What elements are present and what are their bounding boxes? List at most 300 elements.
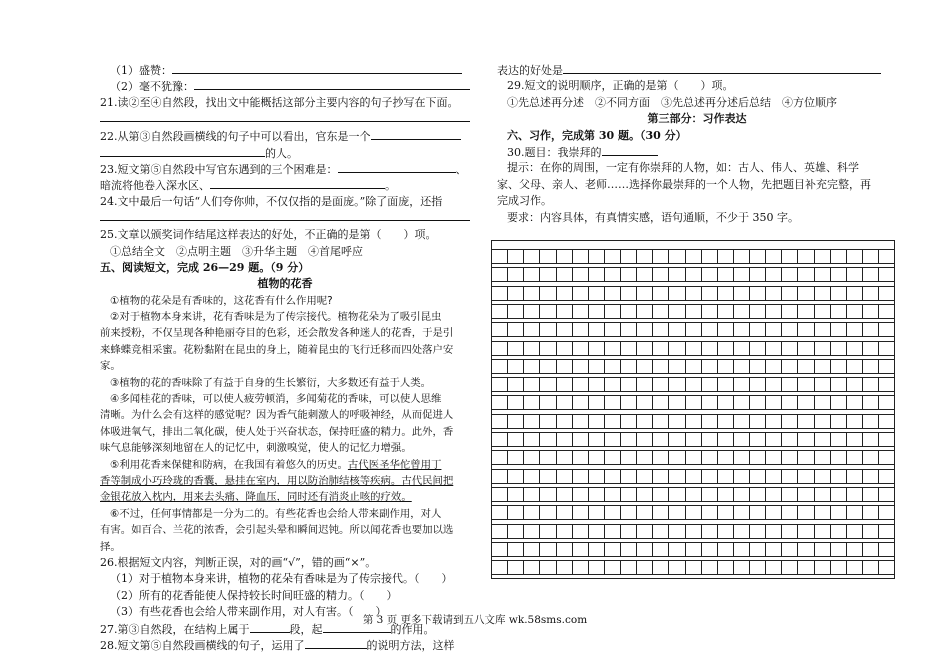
grid-cell[interactable] — [637, 561, 653, 574]
grid-cell[interactable] — [782, 378, 798, 391]
grid-cell[interactable] — [605, 287, 621, 300]
grid-cell[interactable] — [621, 543, 637, 556]
grid-cell[interactable] — [831, 415, 847, 428]
grid-cell[interactable] — [734, 250, 750, 263]
grid-cell[interactable] — [653, 378, 669, 391]
grid-cell[interactable] — [557, 250, 573, 263]
grid-cell[interactable] — [718, 342, 734, 355]
grid-cell[interactable] — [847, 470, 863, 483]
grid-cell[interactable] — [669, 543, 685, 556]
grid-cell[interactable] — [750, 396, 766, 409]
grid-cell[interactable] — [815, 268, 831, 281]
grid-cell[interactable] — [831, 433, 847, 446]
grid-cell[interactable] — [573, 378, 589, 391]
grid-cell[interactable] — [621, 433, 637, 446]
grid-cell[interactable] — [718, 470, 734, 483]
grid-cell[interactable] — [589, 561, 605, 574]
grid-cell[interactable] — [686, 470, 702, 483]
grid-cell[interactable] — [750, 525, 766, 538]
grid-cell[interactable] — [653, 342, 669, 355]
grid-cell[interactable] — [589, 305, 605, 318]
grid-cell[interactable] — [589, 506, 605, 519]
grid-cell[interactable] — [798, 451, 814, 464]
grid-cell[interactable] — [702, 561, 718, 574]
grid-cell[interactable] — [750, 433, 766, 446]
grid-cell[interactable] — [750, 415, 766, 428]
grid-cell[interactable] — [492, 561, 508, 574]
grid-cell[interactable] — [863, 323, 879, 336]
grid-cell[interactable] — [686, 561, 702, 574]
grid-cell[interactable] — [734, 415, 750, 428]
grid-cell[interactable] — [702, 287, 718, 300]
grid-cell[interactable] — [847, 360, 863, 373]
grid-cell[interactable] — [798, 250, 814, 263]
grid-cell[interactable] — [766, 342, 782, 355]
grid-cell[interactable] — [718, 287, 734, 300]
grid-cell[interactable] — [847, 378, 863, 391]
grid-cell[interactable] — [540, 525, 556, 538]
grid-cell[interactable] — [605, 525, 621, 538]
grid-cell[interactable] — [782, 470, 798, 483]
grid-cell[interactable] — [589, 543, 605, 556]
grid-cell[interactable] — [637, 525, 653, 538]
grid-cell[interactable] — [734, 470, 750, 483]
grid-cell[interactable] — [831, 323, 847, 336]
grid-cell[interactable] — [669, 488, 685, 501]
grid-cell[interactable] — [669, 415, 685, 428]
grid-cell[interactable] — [589, 323, 605, 336]
grid-cell[interactable] — [847, 250, 863, 263]
grid-cell[interactable] — [557, 415, 573, 428]
grid-cell[interactable] — [508, 470, 524, 483]
grid-cell[interactable] — [766, 287, 782, 300]
grid-cell[interactable] — [540, 506, 556, 519]
grid-cell[interactable] — [589, 488, 605, 501]
grid-cell[interactable] — [508, 451, 524, 464]
grid-cell[interactable] — [734, 342, 750, 355]
grid-cell[interactable] — [605, 396, 621, 409]
grid-cell[interactable] — [669, 561, 685, 574]
grid-cell[interactable] — [782, 342, 798, 355]
grid-cell[interactable] — [815, 415, 831, 428]
grid-cell[interactable] — [621, 470, 637, 483]
grid-cell[interactable] — [750, 506, 766, 519]
grid-cell[interactable] — [831, 287, 847, 300]
grid-cell[interactable] — [492, 525, 508, 538]
grid-cell[interactable] — [621, 268, 637, 281]
grid-cell[interactable] — [734, 268, 750, 281]
grid-cell[interactable] — [782, 268, 798, 281]
grid-cell[interactable] — [524, 268, 540, 281]
grid-cell[interactable] — [798, 525, 814, 538]
grid-cell[interactable] — [637, 323, 653, 336]
grid-cell[interactable] — [492, 451, 508, 464]
grid-cell[interactable] — [879, 360, 894, 373]
grid-cell[interactable] — [734, 360, 750, 373]
grid-cell[interactable] — [879, 525, 894, 538]
grid-cell[interactable] — [621, 323, 637, 336]
grid-cell[interactable] — [798, 360, 814, 373]
grid-cell[interactable] — [524, 415, 540, 428]
grid-cell[interactable] — [669, 470, 685, 483]
grid-cell[interactable] — [524, 342, 540, 355]
grid-cell[interactable] — [718, 415, 734, 428]
grid-cell[interactable] — [605, 360, 621, 373]
grid-cell[interactable] — [718, 250, 734, 263]
grid-cell[interactable] — [815, 525, 831, 538]
grid-cell[interactable] — [589, 268, 605, 281]
grid-cell[interactable] — [621, 488, 637, 501]
grid-cell[interactable] — [540, 323, 556, 336]
grid-cell[interactable] — [718, 488, 734, 501]
grid-cell[interactable] — [686, 488, 702, 501]
grid-cell[interactable] — [669, 342, 685, 355]
grid-cell[interactable] — [750, 342, 766, 355]
grid-cell[interactable] — [573, 451, 589, 464]
grid-cell[interactable] — [798, 287, 814, 300]
grid-cell[interactable] — [734, 378, 750, 391]
grid-cell[interactable] — [653, 360, 669, 373]
grid-cell[interactable] — [492, 470, 508, 483]
grid-cell[interactable] — [557, 396, 573, 409]
grid-cell[interactable] — [782, 360, 798, 373]
grid-cell[interactable] — [782, 323, 798, 336]
grid-cell[interactable] — [605, 488, 621, 501]
grid-cell[interactable] — [524, 287, 540, 300]
grid-cell[interactable] — [621, 378, 637, 391]
grid-cell[interactable] — [831, 268, 847, 281]
grid-cell[interactable] — [815, 342, 831, 355]
grid-cell[interactable] — [605, 506, 621, 519]
grid-cell[interactable] — [557, 470, 573, 483]
grid-cell[interactable] — [702, 543, 718, 556]
grid-cell[interactable] — [621, 342, 637, 355]
grid-cell[interactable] — [718, 451, 734, 464]
grid-cell[interactable] — [524, 488, 540, 501]
grid-cell[interactable] — [815, 250, 831, 263]
grid-cell[interactable] — [734, 451, 750, 464]
grid-cell[interactable] — [653, 268, 669, 281]
grid-cell[interactable] — [653, 396, 669, 409]
grid-cell[interactable] — [653, 287, 669, 300]
grid-cell[interactable] — [879, 323, 894, 336]
grid-cell[interactable] — [686, 268, 702, 281]
grid-cell[interactable] — [879, 488, 894, 501]
grid-cell[interactable] — [492, 415, 508, 428]
grid-cell[interactable] — [718, 360, 734, 373]
grid-cell[interactable] — [766, 451, 782, 464]
grid-cell[interactable] — [605, 250, 621, 263]
grid-cell[interactable] — [863, 415, 879, 428]
grid-cell[interactable] — [605, 470, 621, 483]
grid-cell[interactable] — [637, 451, 653, 464]
grid-cell[interactable] — [573, 525, 589, 538]
grid-cell[interactable] — [540, 268, 556, 281]
grid-cell[interactable] — [718, 433, 734, 446]
grid-cell[interactable] — [863, 506, 879, 519]
grid-cell[interactable] — [621, 360, 637, 373]
grid-cell[interactable] — [766, 415, 782, 428]
grid-cell[interactable] — [702, 525, 718, 538]
grid-cell[interactable] — [492, 488, 508, 501]
grid-cell[interactable] — [815, 488, 831, 501]
grid-cell[interactable] — [847, 323, 863, 336]
grid-cell[interactable] — [492, 287, 508, 300]
grid-cell[interactable] — [798, 433, 814, 446]
grid-cell[interactable] — [702, 488, 718, 501]
grid-cell[interactable] — [879, 396, 894, 409]
grid-cell[interactable] — [766, 506, 782, 519]
grid-cell[interactable] — [492, 268, 508, 281]
grid-cell[interactable] — [831, 488, 847, 501]
grid-cell[interactable] — [750, 543, 766, 556]
grid-cell[interactable] — [718, 561, 734, 574]
grid-cell[interactable] — [540, 543, 556, 556]
grid-cell[interactable] — [637, 543, 653, 556]
grid-cell[interactable] — [653, 506, 669, 519]
grid-cell[interactable] — [831, 561, 847, 574]
grid-cell[interactable] — [750, 470, 766, 483]
grid-cell[interactable] — [831, 543, 847, 556]
grid-cell[interactable] — [798, 488, 814, 501]
grid-cell[interactable] — [702, 378, 718, 391]
grid-cell[interactable] — [637, 378, 653, 391]
grid-cell[interactable] — [540, 250, 556, 263]
grid-cell[interactable] — [589, 287, 605, 300]
grid-cell[interactable] — [798, 396, 814, 409]
grid-cell[interactable] — [573, 342, 589, 355]
grid-cell[interactable] — [863, 268, 879, 281]
grid-cell[interactable] — [508, 415, 524, 428]
grid-cell[interactable] — [718, 506, 734, 519]
grid-cell[interactable] — [798, 561, 814, 574]
grid-cell[interactable] — [637, 268, 653, 281]
grid-cell[interactable] — [573, 415, 589, 428]
grid-cell[interactable] — [863, 543, 879, 556]
grid-cell[interactable] — [557, 323, 573, 336]
grid-cell[interactable] — [621, 305, 637, 318]
grid-cell[interactable] — [702, 250, 718, 263]
grid-cell[interactable] — [734, 323, 750, 336]
grid-cell[interactable] — [540, 396, 556, 409]
grid-cell[interactable] — [540, 561, 556, 574]
grid-cell[interactable] — [863, 378, 879, 391]
grid-cell[interactable] — [653, 323, 669, 336]
grid-cell[interactable] — [637, 470, 653, 483]
grid-cell[interactable] — [653, 433, 669, 446]
grid-cell[interactable] — [782, 543, 798, 556]
grid-cell[interactable] — [669, 451, 685, 464]
grid-cell[interactable] — [653, 543, 669, 556]
grid-cell[interactable] — [847, 415, 863, 428]
grid-cell[interactable] — [557, 506, 573, 519]
grid-cell[interactable] — [798, 543, 814, 556]
grid-cell[interactable] — [782, 451, 798, 464]
grid-cell[interactable] — [669, 323, 685, 336]
grid-cell[interactable] — [686, 287, 702, 300]
grid-cell[interactable] — [815, 561, 831, 574]
grid-cell[interactable] — [637, 396, 653, 409]
grid-cell[interactable] — [782, 525, 798, 538]
grid-cell[interactable] — [573, 543, 589, 556]
grid-cell[interactable] — [831, 342, 847, 355]
grid-cell[interactable] — [734, 305, 750, 318]
grid-cell[interactable] — [686, 342, 702, 355]
grid-cell[interactable] — [492, 378, 508, 391]
grid-cell[interactable] — [815, 543, 831, 556]
grid-cell[interactable] — [718, 525, 734, 538]
grid-cell[interactable] — [718, 323, 734, 336]
grid-cell[interactable] — [669, 433, 685, 446]
grid-cell[interactable] — [702, 470, 718, 483]
grid-cell[interactable] — [702, 323, 718, 336]
grid-cell[interactable] — [750, 378, 766, 391]
grid-cell[interactable] — [508, 525, 524, 538]
grid-cell[interactable] — [605, 305, 621, 318]
grid-cell[interactable] — [879, 470, 894, 483]
grid-cell[interactable] — [702, 451, 718, 464]
grid-cell[interactable] — [508, 488, 524, 501]
grid-cell[interactable] — [686, 250, 702, 263]
grid-cell[interactable] — [557, 561, 573, 574]
grid-cell[interactable] — [879, 250, 894, 263]
grid-cell[interactable] — [831, 470, 847, 483]
grid-cell[interactable] — [540, 451, 556, 464]
grid-cell[interactable] — [492, 305, 508, 318]
grid-cell[interactable] — [492, 543, 508, 556]
grid-cell[interactable] — [798, 268, 814, 281]
grid-cell[interactable] — [508, 323, 524, 336]
grid-cell[interactable] — [557, 287, 573, 300]
grid-cell[interactable] — [734, 525, 750, 538]
grid-cell[interactable] — [686, 323, 702, 336]
grid-cell[interactable] — [766, 488, 782, 501]
grid-cell[interactable] — [573, 396, 589, 409]
grid-cell[interactable] — [589, 525, 605, 538]
grid-cell[interactable] — [557, 342, 573, 355]
grid-cell[interactable] — [831, 396, 847, 409]
grid-cell[interactable] — [782, 396, 798, 409]
grid-cell[interactable] — [589, 378, 605, 391]
grid-cell[interactable] — [879, 378, 894, 391]
grid-cell[interactable] — [589, 433, 605, 446]
grid-cell[interactable] — [540, 433, 556, 446]
grid-cell[interactable] — [734, 433, 750, 446]
grid-cell[interactable] — [637, 305, 653, 318]
grid-cell[interactable] — [557, 360, 573, 373]
grid-cell[interactable] — [524, 451, 540, 464]
grid-cell[interactable] — [508, 305, 524, 318]
grid-cell[interactable] — [879, 268, 894, 281]
grid-cell[interactable] — [524, 561, 540, 574]
grid-cell[interactable] — [798, 378, 814, 391]
grid-cell[interactable] — [524, 543, 540, 556]
grid-cell[interactable] — [637, 287, 653, 300]
grid-cell[interactable] — [766, 396, 782, 409]
grid-cell[interactable] — [847, 305, 863, 318]
grid-cell[interactable] — [702, 342, 718, 355]
grid-cell[interactable] — [653, 305, 669, 318]
grid-cell[interactable] — [798, 323, 814, 336]
grid-cell[interactable] — [621, 561, 637, 574]
grid-cell[interactable] — [589, 360, 605, 373]
grid-cell[interactable] — [766, 323, 782, 336]
writing-grid[interactable] — [491, 240, 895, 579]
grid-cell[interactable] — [734, 506, 750, 519]
grid-cell[interactable] — [605, 451, 621, 464]
grid-cell[interactable] — [492, 323, 508, 336]
grid-cell[interactable] — [750, 451, 766, 464]
grid-cell[interactable] — [686, 360, 702, 373]
grid-cell[interactable] — [702, 360, 718, 373]
grid-cell[interactable] — [573, 360, 589, 373]
grid-cell[interactable] — [782, 433, 798, 446]
grid-cell[interactable] — [702, 396, 718, 409]
grid-cell[interactable] — [847, 433, 863, 446]
grid-cell[interactable] — [621, 396, 637, 409]
grid-cell[interactable] — [524, 396, 540, 409]
grid-cell[interactable] — [766, 378, 782, 391]
grid-cell[interactable] — [524, 433, 540, 446]
grid-cell[interactable] — [573, 250, 589, 263]
grid-cell[interactable] — [750, 305, 766, 318]
grid-cell[interactable] — [798, 415, 814, 428]
grid-cell[interactable] — [573, 488, 589, 501]
grid-cell[interactable] — [879, 433, 894, 446]
grid-cell[interactable] — [863, 396, 879, 409]
grid-cell[interactable] — [637, 250, 653, 263]
grid-cell[interactable] — [605, 561, 621, 574]
grid-cell[interactable] — [734, 561, 750, 574]
grid-cell[interactable] — [702, 506, 718, 519]
grid-cell[interactable] — [540, 305, 556, 318]
grid-cell[interactable] — [798, 342, 814, 355]
grid-cell[interactable] — [653, 488, 669, 501]
grid-cell[interactable] — [589, 470, 605, 483]
grid-cell[interactable] — [524, 470, 540, 483]
grid-cell[interactable] — [847, 561, 863, 574]
grid-cell[interactable] — [815, 396, 831, 409]
grid-cell[interactable] — [508, 506, 524, 519]
grid-cell[interactable] — [750, 488, 766, 501]
grid-cell[interactable] — [766, 268, 782, 281]
grid-cell[interactable] — [750, 268, 766, 281]
grid-cell[interactable] — [589, 396, 605, 409]
grid-cell[interactable] — [573, 561, 589, 574]
grid-cell[interactable] — [557, 433, 573, 446]
grid-cell[interactable] — [605, 323, 621, 336]
grid-cell[interactable] — [863, 360, 879, 373]
grid-cell[interactable] — [669, 360, 685, 373]
grid-cell[interactable] — [524, 360, 540, 373]
grid-cell[interactable] — [557, 451, 573, 464]
grid-cell[interactable] — [847, 543, 863, 556]
grid-cell[interactable] — [557, 378, 573, 391]
grid-cell[interactable] — [492, 342, 508, 355]
grid-cell[interactable] — [718, 396, 734, 409]
grid-cell[interactable] — [589, 451, 605, 464]
grid-cell[interactable] — [782, 250, 798, 263]
grid-cell[interactable] — [750, 287, 766, 300]
grid-cell[interactable] — [766, 561, 782, 574]
grid-cell[interactable] — [573, 268, 589, 281]
grid-cell[interactable] — [621, 250, 637, 263]
grid-cell[interactable] — [831, 378, 847, 391]
grid-cell[interactable] — [831, 305, 847, 318]
grid-cell[interactable] — [863, 342, 879, 355]
grid-cell[interactable] — [508, 378, 524, 391]
grid-cell[interactable] — [782, 506, 798, 519]
